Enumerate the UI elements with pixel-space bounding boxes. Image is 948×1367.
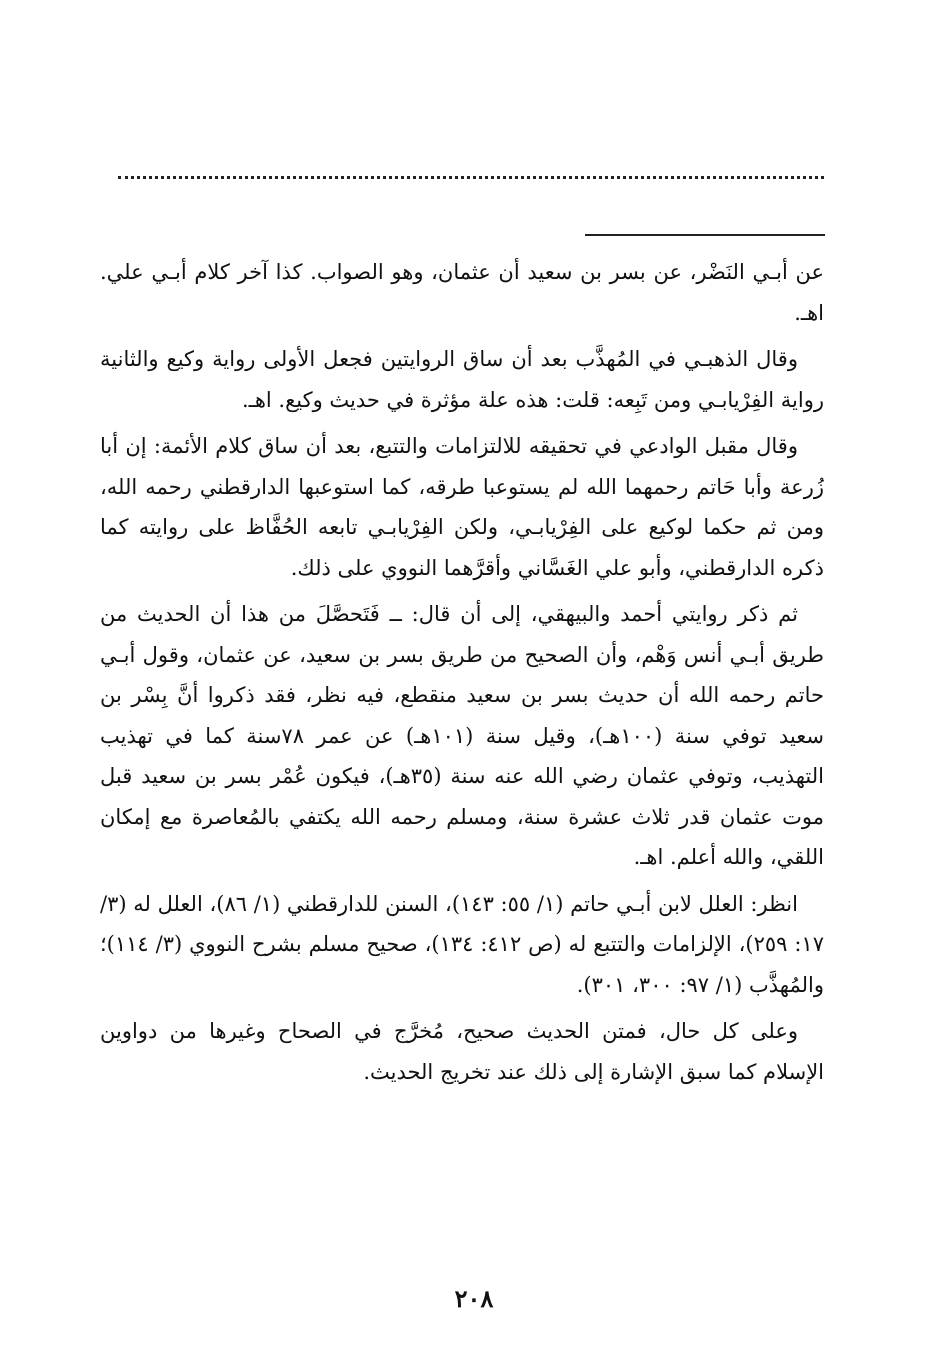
paragraph-references: انظر: العلل لابن أبـي حاتم (١/ ٥٥: ١٤٣)، السنن للدارقطني (١/ ٨٦)، العلل له (٣/ ١٧: ٢٥٩)، الإلزامات والتتبع له (ص ٤١٢: ١٣٤)، صحيح مسلم بشرح النووي (٣/ ١١٤)؛ والمُهذَّب (١/ ٩٧: ٣٠٠، ٣٠١). [100, 891, 824, 997]
dotted-separator [118, 176, 824, 179]
main-text [100, 252, 824, 1098]
paragraph-muqbil: وقال مقبل الوادعي في تحقيقه للالتزامات والتتبع، بعد أن ساق كلام الأئمة: إن أبا زُرعة وأبا حَاتم رحمهما الله لم يستوعبا طرقه، كما استوعبها الدارقطني رحمه الله، ومن ثم حكما لوكيع على الفِرْيابـي، ولكن الفِرْيابـي تابعه الحُفَّاظ على روايته كما ذكره الدارقطني، وأبو علي الغَسَّاني وأقرَّهما النووي على ذلك. [100, 434, 824, 580]
paragraph-riwayat: ثم ذكر روايتي أحمد والبيهقي، إلى أن قال: ــ فَتَحصَّلَ من هذا أن الحديث من طريق أبـي أنس وَهْم، وأن الصحيح من طريق بسر بن سعيد، عن عثمان، وقول أبـي حاتم رحمه الله أن حديث بسر بن سعيد منقطع، فيه نظر، فقد ذكروا أنَّ بِسْر بن سعيد توفي سنة (١٠٠هـ)، وقيل سنة (١٠١هـ) عن عمر ٧٨سنة كما في تهذيب التهذيب، وتوفي عثمان رضي الله عنه سنة (٣٥هـ)، فيكون عُمْر بسر بن سعيد قبل موت عثمان قدر ثلاث عشرة سنة، ومسلم رحمه الله يكتفي بالمُعاصرة مع إمكان اللقي، والله أعلم. اهـ. [100, 602, 825, 869]
footnote-separator-line [585, 234, 825, 236]
paragraph-dhahabi: وقال الذهبـي في المُهذَّب بعد أن ساق الروايتين فجعل الأولى رواية وكيع والثانية رواية الفِرْيابـي ومن تَبِعه: قلت: هذه علة مؤثرة في حديث وكيع. اهـ. [100, 347, 824, 412]
paragraph-continuation: عن أبـي النَضْر، عن بسر بن سعيد أن عثمان، وهو الصواب. كذا آخر كلام أبـي علي. اهـ. [100, 260, 824, 325]
page-number: ٢٠٨ [454, 1284, 494, 1313]
paragraph-conclusion: وعلى كل حال، فمتن الحديث صحيح، مُخرَّج في الصحاح وغيرها من دواوين الإسلام كما سبق الإشارة إلى ذلك عند تخريج الحديث. [100, 1019, 824, 1084]
